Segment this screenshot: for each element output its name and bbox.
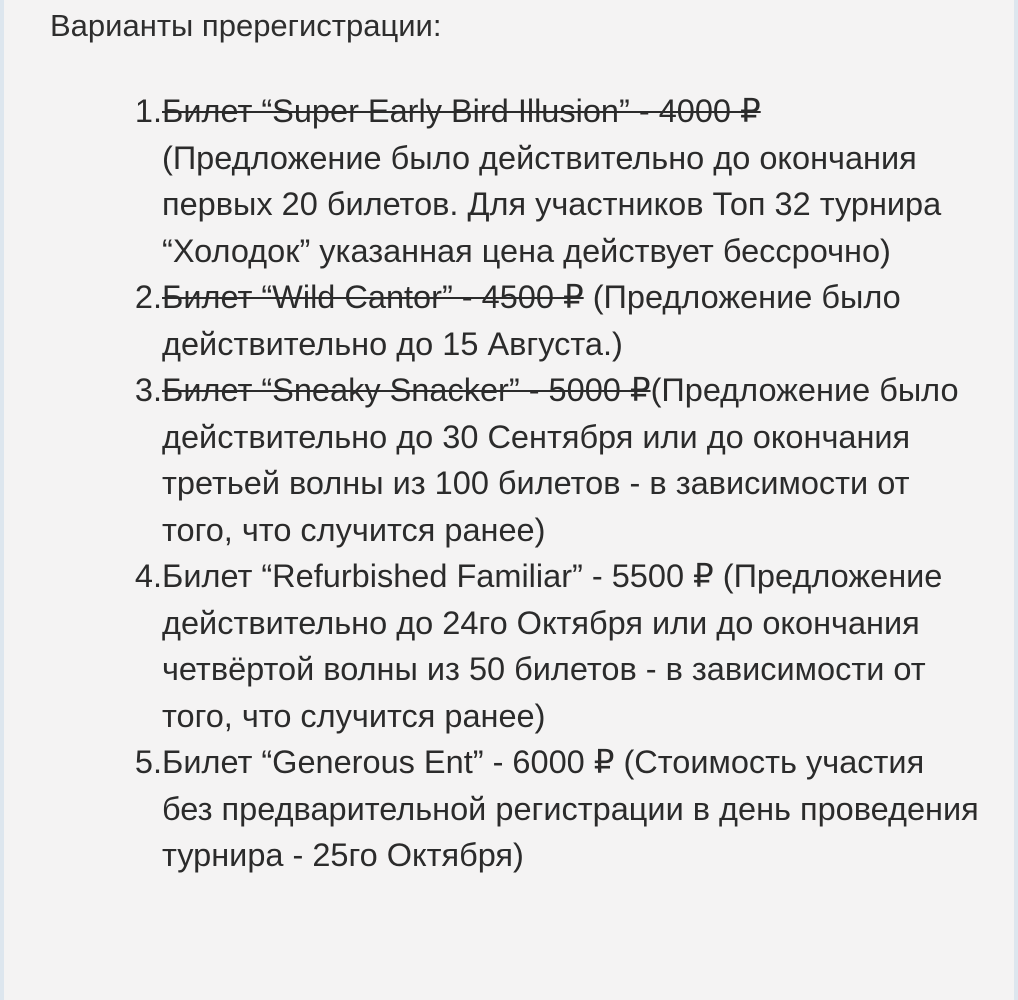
list-item-text: Билет “Refurbished Familiar” - 5500 ₽ (Предложение действительно до 24го Октября или до окончания четвёртой волны из 50 билетов - в зависимости от того, что случится ранее)	[162, 558, 943, 734]
list-item-number: 5.	[134, 744, 162, 780]
list-item-2	[100, 274, 980, 367]
list-item-1	[100, 88, 980, 274]
offer-note: (Предложение было действительно до 15 Августа.)	[162, 279, 901, 362]
list-item-number: 4.	[134, 558, 162, 594]
list-item-number: 2.	[134, 279, 162, 315]
list-item-number: 3.	[134, 372, 162, 408]
preregistration-options-list	[100, 88, 980, 879]
list-item-3	[100, 367, 980, 553]
expired-offer-text: Билет “Wild Cantor” - 4500 ₽	[162, 279, 584, 315]
expired-offer-text: Билет “Sneaky Snacker” - 5000 ₽	[162, 372, 651, 408]
offer-note: (Предложение было действительно до окончания первых 20 билетов. Для участников Топ 32 турнира “Холодок” указанная цена действует бессрочно)	[162, 139, 942, 269]
right-edge-divider	[1014, 0, 1018, 1000]
list-item-text: Билет “Generous Ent” - 6000 ₽ (Стоимость участия без предварительной регистрации в день проведения турнира - 25го Октября)	[162, 744, 979, 873]
list-item-4	[100, 553, 980, 739]
list-item-body	[162, 88, 980, 274]
page-title: Варианты пререгистрации:	[50, 8, 442, 43]
list-item-number: 1.	[134, 93, 162, 129]
offer-note: (Предложение было действительно до 30 Сентября или до окончания третьей волны из 100 билетов - в зависимости от того, что случится ранее)	[162, 372, 959, 548]
list-item-body	[162, 274, 980, 367]
list-item-body	[162, 367, 980, 553]
list-item-5	[100, 739, 980, 879]
left-edge-divider	[0, 0, 4, 1000]
expired-offer-text: Билет “Super Early Bird Illusion” - 4000 ₽	[162, 93, 761, 129]
